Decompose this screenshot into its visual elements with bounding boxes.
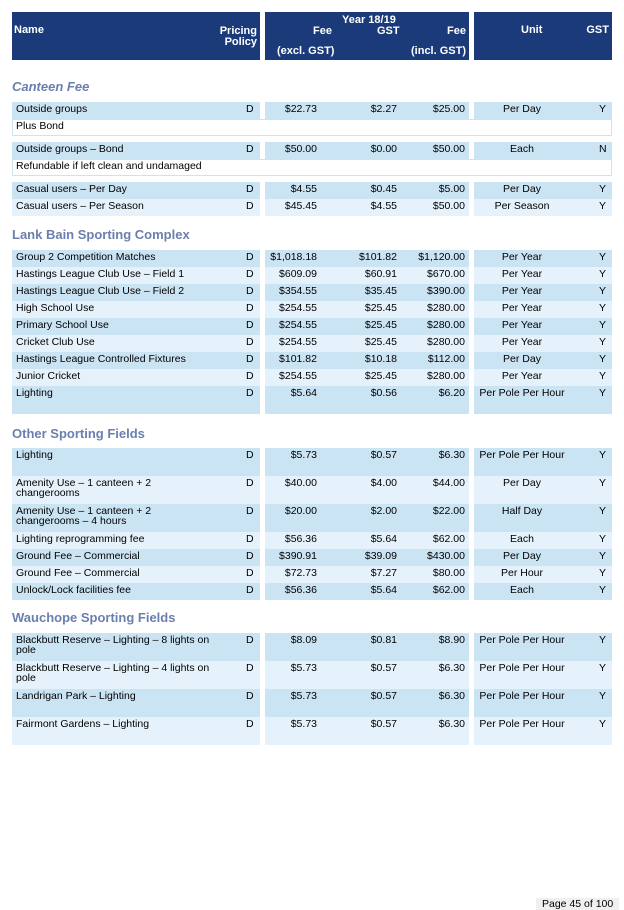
row-gst-flag: Y [599, 370, 607, 382]
table-row [12, 119, 612, 136]
row-fee-incl-gst: $62.00 [432, 533, 465, 545]
row-name: Amenity Use – 1 canteen + 2 changerooms [16, 477, 152, 499]
row-pricing-policy: D [246, 387, 254, 399]
row-unit: Per Pole Per Hour [479, 718, 565, 730]
row-pricing-policy: D [246, 533, 254, 545]
row-fee-incl-gst: $280.00 [427, 336, 465, 348]
row-gst: $5.64 [370, 584, 397, 596]
page-number: Page 45 of 100 [536, 898, 619, 910]
row-gst-flag: Y [599, 251, 607, 263]
row-fee-excl-gst: $1,018.18 [270, 251, 317, 263]
row-unit: Per Year [501, 285, 543, 297]
table-row [12, 369, 612, 386]
row-fee-excl-gst: $254.55 [279, 336, 317, 348]
row-name: Hastings League Controlled Fixtures [16, 353, 186, 365]
row-fee-excl-gst: $40.00 [284, 477, 317, 489]
table-row [12, 504, 612, 532]
row-name: Landrigan Park – Lighting [16, 690, 136, 702]
table-row [12, 199, 612, 216]
row-fee-excl-gst: $20.00 [284, 505, 317, 517]
table-row [12, 532, 612, 549]
row-unit: Per Year [501, 302, 543, 314]
row-name: Outside groups [16, 103, 88, 115]
row-fee-excl-gst: $4.55 [290, 183, 317, 195]
row-pricing-policy: D [246, 285, 254, 297]
row-gst-flag: Y [599, 550, 607, 562]
row-gst-flag: N [599, 143, 607, 155]
row-name: Casual users – Per Day [16, 183, 127, 195]
section-lank-bain: Lank Bain Sporting Complex [12, 227, 190, 242]
header-name-block [12, 12, 260, 60]
row-name: Group 2 Competition Matches [16, 251, 156, 263]
row-fee-excl-gst: $254.55 [279, 302, 317, 314]
row-fee-excl-gst: $8.09 [290, 634, 317, 646]
row-name: Outside groups – Bond [16, 143, 124, 155]
row-gst: $2.00 [370, 505, 397, 517]
row-pricing-policy: D [246, 143, 254, 155]
table-row [12, 352, 612, 369]
header-unit-block [474, 12, 612, 60]
row-fee-incl-gst: $8.90 [438, 634, 465, 646]
row-gst: $0.57 [370, 449, 397, 461]
row-fee-excl-gst: $254.55 [279, 370, 317, 382]
row-gst-flag: Y [599, 584, 607, 596]
row-fee-excl-gst: $5.73 [290, 690, 317, 702]
row-gst: $5.64 [370, 533, 397, 545]
row-unit: Per Pole Per Hour [479, 387, 565, 399]
row-fee-excl-gst: $5.73 [290, 449, 317, 461]
header-unit: Unit [521, 24, 543, 36]
row-unit: Per Day [503, 183, 541, 195]
row-name: Casual users – Per Season [16, 200, 144, 212]
row-pricing-policy: D [246, 183, 254, 195]
row-gst-flag: Y [599, 268, 607, 280]
row-fee-incl-gst: $670.00 [427, 268, 465, 280]
header-pricing: Pricing [219, 25, 257, 37]
header-incl: (incl. GST) [411, 45, 466, 57]
row-fee-incl-gst: $112.00 [427, 353, 465, 365]
table-row [12, 633, 612, 661]
row-pricing-policy: D [246, 353, 254, 365]
row-pricing-policy: D [246, 200, 254, 212]
row-gst-flag: Y [599, 200, 607, 212]
row-fee-incl-gst: $50.00 [432, 143, 465, 155]
table-row [12, 250, 612, 267]
row-pricing-policy: D [246, 268, 254, 280]
table-row [12, 267, 612, 284]
table-row [12, 448, 612, 476]
row-gst: $25.45 [364, 302, 397, 314]
row-name: Lighting [16, 387, 53, 399]
table-row [12, 549, 612, 566]
row-name: Junior Cricket [16, 370, 81, 382]
row-pricing-policy: D [246, 567, 254, 579]
row-name: Plus Bond [16, 120, 64, 132]
row-gst: $7.27 [370, 567, 397, 579]
row-fee-incl-gst: $430.00 [427, 550, 465, 562]
section-other-fields: Other Sporting Fields [12, 426, 145, 441]
row-unit: Per Day [503, 550, 541, 562]
row-pricing-policy: D [246, 662, 254, 674]
row-gst-flag: Y [599, 505, 607, 517]
row-pricing-policy: D [246, 550, 254, 562]
row-fee-incl-gst: $280.00 [427, 319, 465, 331]
row-fee-excl-gst: $56.36 [284, 533, 317, 545]
row-name: Cricket Club Use [16, 336, 95, 348]
header-policy: Policy [224, 36, 257, 48]
row-gst: $25.45 [364, 319, 397, 331]
row-pricing-policy: D [246, 634, 254, 646]
row-fee-incl-gst: $6.20 [438, 387, 465, 399]
row-fee-incl-gst: $280.00 [427, 370, 465, 382]
header-year: Year 18/19 [342, 14, 396, 26]
row-gst: $0.56 [370, 387, 397, 399]
row-gst: $10.18 [364, 353, 397, 365]
row-unit: Per Year [501, 319, 543, 331]
row-gst: $60.91 [364, 268, 397, 280]
row-gst-flag: Y [599, 183, 607, 195]
row-pricing-policy: D [246, 505, 254, 517]
row-fee-excl-gst: $5.73 [290, 662, 317, 674]
row-unit: Each [510, 143, 534, 155]
header-name: Name [14, 24, 44, 36]
table-row [12, 386, 612, 414]
row-fee-incl-gst: $280.00 [427, 302, 465, 314]
header-year-block [265, 12, 469, 60]
table-row [12, 159, 612, 176]
row-fee-excl-gst: $254.55 [279, 319, 317, 331]
row-name: Primary School Use [16, 319, 109, 331]
row-unit: Per Year [501, 251, 543, 263]
row-pricing-policy: D [246, 370, 254, 382]
row-gst-flag: Y [599, 662, 607, 674]
row-gst-flag: Y [599, 387, 607, 399]
row-name: Blackbutt Reserve – Lighting – 8 lights on pole [16, 634, 210, 656]
row-unit: Per Pole Per Hour [479, 690, 565, 702]
row-fee-incl-gst: $80.00 [432, 567, 465, 579]
row-fee-incl-gst: $62.00 [432, 584, 465, 596]
row-unit: Per Year [501, 370, 543, 382]
row-name: Lighting [16, 449, 53, 461]
row-name: High School Use [16, 302, 95, 314]
row-unit: Per Season [494, 200, 550, 212]
row-fee-incl-gst: $6.30 [438, 718, 465, 730]
row-unit: Per Day [503, 353, 541, 365]
row-name: Amenity Use – 1 canteen + 2 changerooms – 4 hours [16, 505, 152, 527]
row-gst: $0.57 [370, 662, 397, 674]
row-unit: Per Year [501, 336, 543, 348]
row-name: Hastings League Club Use – Field 2 [16, 285, 185, 297]
row-gst-flag: Y [599, 336, 607, 348]
row-gst-flag: Y [599, 103, 607, 115]
row-gst: $2.27 [370, 103, 397, 115]
section-wauchope: Wauchope Sporting Fields [12, 610, 176, 625]
table-row [12, 661, 612, 689]
row-gst: $39.09 [364, 550, 397, 562]
row-name: Ground Fee – Commercial [16, 567, 140, 579]
table-row [12, 476, 612, 504]
row-pricing-policy: D [246, 319, 254, 331]
table-row [12, 689, 612, 717]
row-unit: Per Pole Per Hour [479, 634, 565, 646]
row-gst-flag: Y [599, 718, 607, 730]
row-unit: Per Hour [500, 567, 543, 579]
row-gst: $35.45 [364, 285, 397, 297]
row-gst-flag: Y [599, 533, 607, 545]
row-pricing-policy: D [246, 477, 254, 489]
row-pricing-policy: D [246, 103, 254, 115]
table-row [12, 284, 612, 301]
row-fee-incl-gst: $6.30 [438, 690, 465, 702]
row-fee-incl-gst: $390.00 [427, 285, 465, 297]
row-gst-flag: Y [599, 634, 607, 646]
table-row [12, 717, 612, 745]
row-fee-excl-gst: $22.73 [284, 103, 317, 115]
row-unit: Per Pole Per Hour [479, 662, 565, 674]
row-gst-flag: Y [599, 567, 607, 579]
row-unit: Per Day [503, 103, 541, 115]
row-gst: $4.55 [370, 200, 397, 212]
row-gst: $0.57 [370, 690, 397, 702]
row-unit: Per Pole Per Hour [479, 449, 565, 461]
row-fee-excl-gst: $45.45 [284, 200, 317, 212]
row-name: Refundable if left clean and undamaged [16, 160, 202, 172]
row-fee-excl-gst: $5.73 [290, 718, 317, 730]
header-gst: GST [377, 25, 400, 37]
row-gst: $0.81 [370, 634, 397, 646]
row-fee-incl-gst: $25.00 [432, 103, 465, 115]
row-unit: Per Year [501, 268, 543, 280]
table-row [12, 182, 612, 199]
row-fee-excl-gst: $72.73 [284, 567, 317, 579]
row-name: Hastings League Club Use – Field 1 [16, 268, 185, 280]
section-canteen: Canteen Fee [12, 79, 90, 94]
row-fee-incl-gst: $1,120.00 [418, 251, 465, 263]
row-pricing-policy: D [246, 302, 254, 314]
row-unit: Each [510, 584, 534, 596]
row-fee-excl-gst: $390.91 [279, 550, 317, 562]
row-gst: $0.45 [370, 183, 397, 195]
row-name: Lighting reprogramming fee [16, 533, 145, 545]
row-name: Ground Fee – Commercial [16, 550, 140, 562]
row-pricing-policy: D [246, 718, 254, 730]
row-gst-flag: Y [599, 690, 607, 702]
row-gst: $25.45 [364, 370, 397, 382]
header-fee-incl: Fee [447, 25, 466, 37]
row-unit: Per Day [503, 477, 541, 489]
table-row [12, 301, 612, 318]
row-gst-flag: Y [599, 319, 607, 331]
row-name: Fairmont Gardens – Lighting [16, 718, 150, 730]
row-gst: $4.00 [370, 477, 397, 489]
row-fee-incl-gst: $22.00 [432, 505, 465, 517]
row-fee-excl-gst: $56.36 [284, 584, 317, 596]
row-pricing-policy: D [246, 251, 254, 263]
row-gst: $25.45 [364, 336, 397, 348]
row-gst-flag: Y [599, 449, 607, 461]
table-row [12, 318, 612, 335]
row-unit: Half Day [501, 505, 543, 517]
row-gst-flag: Y [599, 353, 607, 365]
row-fee-excl-gst: $101.82 [279, 353, 317, 365]
row-gst-flag: Y [599, 477, 607, 489]
row-name: Unlock/Lock facilities fee [16, 584, 131, 596]
row-pricing-policy: D [246, 449, 254, 461]
row-gst-flag: Y [599, 285, 607, 297]
row-fee-excl-gst: $354.55 [279, 285, 317, 297]
row-fee-incl-gst: $6.30 [438, 662, 465, 674]
header-gst-flag: GST [586, 24, 609, 36]
row-fee-excl-gst: $5.64 [290, 387, 317, 399]
header-excl: (excl. GST) [277, 45, 335, 57]
table-row [12, 142, 612, 159]
row-name: Blackbutt Reserve – Lighting – 4 lights on pole [16, 662, 210, 684]
row-unit: Each [510, 533, 534, 545]
row-fee-incl-gst: $5.00 [438, 183, 465, 195]
table-row [12, 335, 612, 352]
table-row [12, 102, 612, 119]
table-row [12, 566, 612, 583]
table-row [12, 583, 612, 600]
row-fee-incl-gst: $44.00 [432, 477, 465, 489]
row-pricing-policy: D [246, 690, 254, 702]
row-gst-flag: Y [599, 302, 607, 314]
row-fee-excl-gst: $609.09 [279, 268, 317, 280]
row-gst: $101.82 [359, 251, 397, 263]
row-pricing-policy: D [246, 336, 254, 348]
row-fee-excl-gst: $50.00 [284, 143, 317, 155]
row-fee-incl-gst: $6.30 [438, 449, 465, 461]
row-fee-incl-gst: $50.00 [432, 200, 465, 212]
row-gst: $0.57 [370, 718, 397, 730]
row-pricing-policy: D [246, 584, 254, 596]
row-gst: $0.00 [370, 143, 397, 155]
header-fee: Fee [313, 25, 332, 37]
